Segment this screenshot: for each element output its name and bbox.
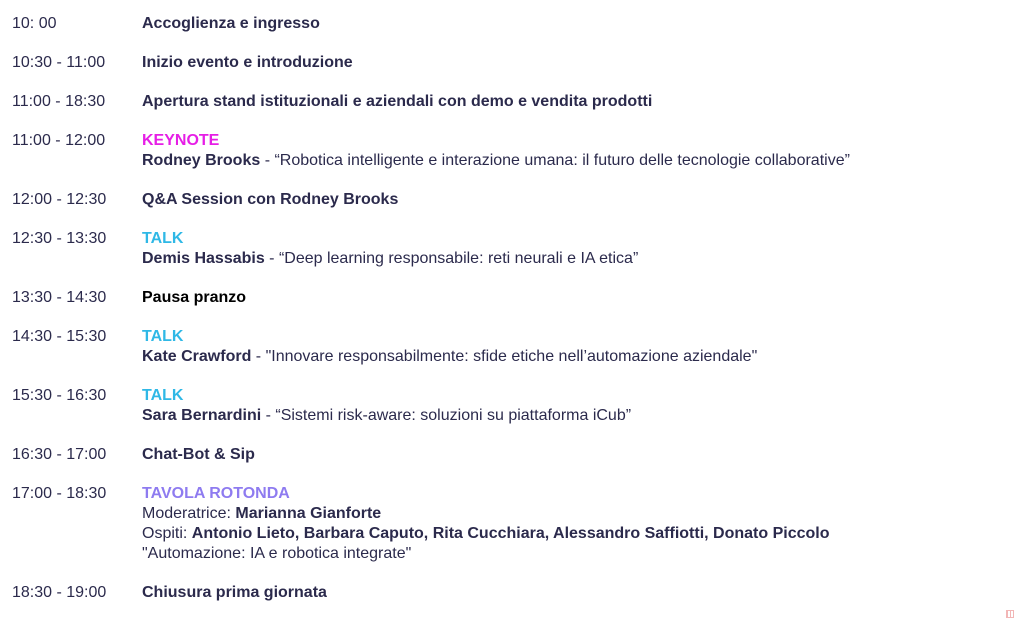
schedule-row bbox=[12, 229, 1012, 269]
talk-tag: TALK bbox=[142, 387, 184, 404]
row-time: 12:30 - 13:30 bbox=[12, 230, 107, 247]
row-time: 11:00 - 12:00 bbox=[12, 132, 106, 149]
schedule-row bbox=[12, 92, 1012, 112]
row-title: Chiusura prima giornata bbox=[142, 584, 327, 601]
row-title: Apertura stand istituzionali e aziendali con demo e vendita prodotti bbox=[142, 93, 653, 110]
row-title: Q&A Session con Rodney Brooks bbox=[142, 191, 399, 208]
speaker-name: Kate Crawford bbox=[142, 348, 252, 365]
speaker-name: Rodney Brooks bbox=[142, 152, 261, 169]
row-time: 17:00 - 18:30 bbox=[12, 485, 107, 502]
row-title: Accoglienza e ingresso bbox=[142, 15, 320, 32]
tavola-rotonda-tag: TAVOLA ROTONDA bbox=[142, 485, 290, 502]
row-time: 10: 00 bbox=[12, 15, 57, 32]
talk-line bbox=[142, 347, 1012, 367]
row-content bbox=[142, 131, 1012, 171]
schedule-row bbox=[12, 445, 1012, 465]
row-time: 15:30 - 16:30 bbox=[12, 387, 107, 404]
talk-tag: TALK bbox=[142, 230, 184, 247]
moderator-label: Moderatrice: bbox=[142, 505, 236, 522]
guests-label: Ospiti: bbox=[142, 525, 192, 542]
row-content bbox=[142, 14, 1012, 34]
row-title: Chat-Bot & Sip bbox=[142, 446, 255, 463]
moderator-name: Marianna Gianforte bbox=[235, 505, 382, 522]
schedule-row bbox=[12, 288, 1012, 308]
row-time: 10:30 - 11:00 bbox=[12, 54, 106, 71]
moderator-line bbox=[142, 504, 1012, 524]
talk-title: - “Robotica intelligente e interazione umana: il futuro delle tecnologie collaborative” bbox=[260, 152, 850, 169]
guests-line bbox=[142, 524, 1012, 544]
row-content bbox=[142, 386, 1012, 426]
row-time: 16:30 - 17:00 bbox=[12, 446, 107, 463]
event-schedule bbox=[12, 14, 1012, 603]
row-content bbox=[142, 288, 1012, 308]
row-content bbox=[142, 190, 1012, 210]
row-time: 12:00 - 12:30 bbox=[12, 191, 107, 208]
corner-grid-icon bbox=[1006, 610, 1014, 618]
row-content bbox=[142, 229, 1012, 269]
speaker-name: Demis Hassabis bbox=[142, 250, 265, 267]
schedule-row bbox=[12, 484, 1012, 564]
schedule-row bbox=[12, 131, 1012, 171]
talk-title: - "Innovare responsabilmente: sfide etiche nell’automazione aziendale" bbox=[251, 348, 758, 365]
row-content bbox=[142, 583, 1012, 603]
row-title: Inizio evento e introduzione bbox=[142, 54, 353, 71]
guests-names: Antonio Lieto, Barbara Caputo, Rita Cucchiara, Alessandro Saffiotti, Donato Piccolo bbox=[191, 525, 830, 542]
talk-title: - “Deep learning responsabile: reti neurali e IA etica” bbox=[264, 250, 639, 267]
speaker-name: Sara Bernardini bbox=[142, 407, 262, 424]
talk-line bbox=[142, 406, 1012, 426]
talk-title: - “Sistemi risk-aware: soluzioni su piattaforma iCub” bbox=[261, 407, 632, 424]
schedule-row bbox=[12, 53, 1012, 73]
talk-line bbox=[142, 151, 1012, 171]
row-content bbox=[142, 484, 1012, 564]
row-time: 11:00 - 18:30 bbox=[12, 93, 106, 110]
row-time: 18:30 - 19:00 bbox=[12, 584, 107, 601]
talk-line bbox=[142, 249, 1012, 269]
keynote-tag: KEYNOTE bbox=[142, 132, 220, 149]
row-title: Pausa pranzo bbox=[142, 289, 247, 306]
panel-topic: "Automazione: IA e robotica integrate" bbox=[142, 545, 412, 562]
row-time: 13:30 - 14:30 bbox=[12, 289, 107, 306]
schedule-row bbox=[12, 583, 1012, 603]
schedule-row bbox=[12, 327, 1012, 367]
row-content bbox=[142, 92, 1012, 112]
schedule-row bbox=[12, 190, 1012, 210]
row-content bbox=[142, 327, 1012, 367]
row-time: 14:30 - 15:30 bbox=[12, 328, 107, 345]
talk-tag: TALK bbox=[142, 328, 184, 345]
schedule-row bbox=[12, 386, 1012, 426]
schedule-row bbox=[12, 14, 1012, 34]
row-content bbox=[142, 445, 1012, 465]
row-content bbox=[142, 53, 1012, 73]
